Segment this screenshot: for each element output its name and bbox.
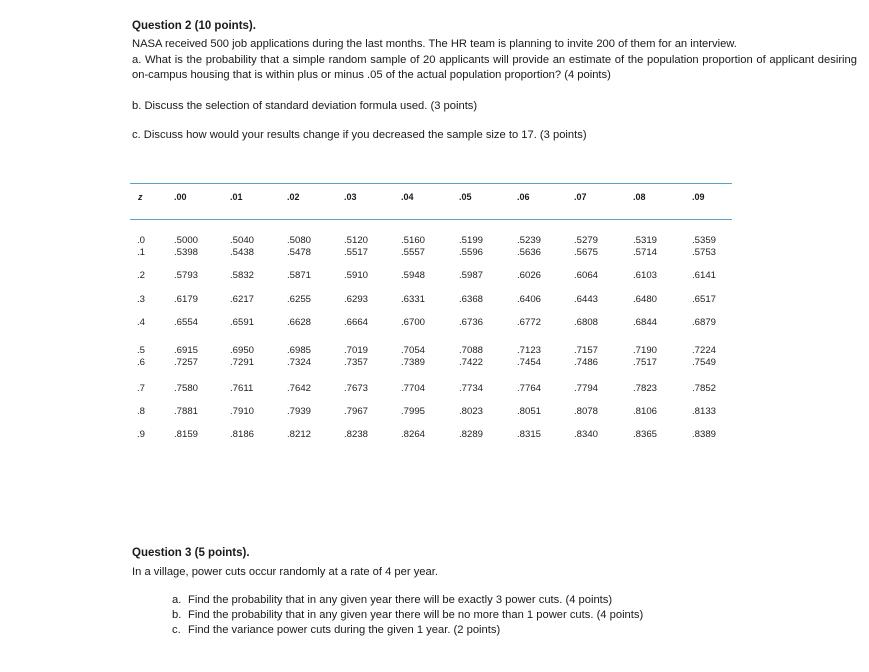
item-label: c. (172, 624, 181, 636)
item-text: Find the probability that in any given year there will be no more than 1 power cuts. (4 points) (188, 609, 644, 621)
table-cell: .6103 (633, 270, 658, 281)
table-cell: .6591 (230, 317, 255, 328)
table-cell: .7324 (287, 357, 312, 368)
table-cell: .7939 (287, 406, 312, 417)
table-cell: .6808 (574, 317, 599, 328)
table-cell: .6368 (459, 294, 484, 305)
table-cell: .7224 (692, 345, 717, 356)
table-cell: .7995 (401, 406, 426, 417)
table-cell: .8212 (287, 429, 312, 440)
table-cell: .6141 (692, 270, 717, 281)
table-cell: .6915 (174, 345, 199, 356)
column-header: .03 (344, 192, 357, 202)
table-cell: .7454 (517, 357, 542, 368)
table-cell: .8023 (459, 406, 484, 417)
column-header: .05 (459, 192, 472, 202)
table-cell: .6950 (230, 345, 255, 356)
question-2-title: Question 2 (10 points). (132, 20, 256, 32)
table-cell: .6554 (174, 317, 199, 328)
table-cell: .6517 (692, 294, 717, 305)
table-cell: .7764 (517, 383, 542, 394)
question-3-item (172, 593, 643, 608)
table-cell: .5675 (574, 247, 599, 258)
table-cell: .5319 (633, 235, 658, 246)
z-row-label: .5 (137, 345, 146, 356)
table-cell: .5871 (287, 270, 312, 281)
column-header: .09 (692, 192, 705, 202)
table-cell: .8133 (692, 406, 717, 417)
table-cell: .7611 (230, 383, 254, 394)
table-cell: .5398 (174, 247, 199, 258)
table-cell: .5478 (287, 247, 312, 258)
table-cell: .8315 (517, 429, 542, 440)
table-cell: .7357 (344, 357, 369, 368)
table-cell: .6331 (401, 294, 426, 305)
table-cell: .8264 (401, 429, 426, 440)
table-cell: .6480 (633, 294, 658, 305)
table-cell: .6844 (633, 317, 658, 328)
table-cell: .7704 (401, 383, 426, 394)
table-cell: .5714 (633, 247, 658, 258)
table-cell: .5120 (344, 235, 369, 246)
table-cell: .7910 (230, 406, 255, 417)
question-3-item (172, 608, 643, 623)
question-3-title: Question 3 (5 points). (132, 547, 250, 559)
item-label: b. (172, 609, 182, 621)
question-2-part-a: a. What is the probability that a simple random sample of 20 applicants will provide an estimate of the population proportion of applicant desiring on-campus housing that is within plus or minus .05 of the actual population proportion? (4 points) (132, 54, 857, 81)
z-row-label: .7 (137, 383, 146, 394)
table-cell: .6700 (401, 317, 426, 328)
question-2-part-c: c. Discuss how would your results change if you decreased the sample size to 17. (3 points) (132, 129, 587, 141)
table-cell: .7549 (692, 357, 717, 368)
table-cell: .5000 (174, 235, 199, 246)
table-header-rule (130, 219, 732, 220)
question-2-intro: NASA received 500 job applications during the last months. The HR team is planning to invite 200 of them for an interview. (132, 38, 737, 50)
question-3-item (172, 623, 643, 638)
table-cell: .7389 (401, 357, 426, 368)
table-cell: .7190 (633, 345, 658, 356)
table-top-rule (130, 183, 732, 184)
table-cell: .7967 (344, 406, 369, 417)
table-cell: .5910 (344, 270, 369, 281)
table-cell: .5753 (692, 247, 717, 258)
table-cell: .7794 (574, 383, 599, 394)
table-cell: .5832 (230, 270, 255, 281)
question-2-part-b: b. Discuss the selection of standard deviation formula used. (3 points) (132, 100, 478, 112)
table-cell: .8159 (174, 429, 199, 440)
table-cell: .5160 (401, 235, 426, 246)
z-row-label: .3 (137, 294, 146, 305)
table-cell: .8106 (633, 406, 658, 417)
question-3-intro: In a village, power cuts occur randomly at a rate of 4 per year. (132, 566, 438, 578)
table-cell: .8186 (230, 429, 255, 440)
table-cell: .8238 (344, 429, 369, 440)
table-cell: .8078 (574, 406, 599, 417)
table-cell: .5636 (517, 247, 542, 258)
table-cell: .7517 (633, 357, 658, 368)
table-cell: .5517 (344, 247, 369, 258)
table-cell: .5199 (459, 235, 484, 246)
column-header: .06 (517, 192, 530, 202)
table-cell: .8289 (459, 429, 484, 440)
table-cell: .7673 (344, 383, 369, 394)
table-cell: .7642 (287, 383, 312, 394)
table-cell: .6179 (174, 294, 199, 305)
table-cell: .6628 (287, 317, 312, 328)
table-cell: .7422 (459, 357, 484, 368)
item-text: Find the probability that in any given year there will be exactly 3 power cuts. (4 points) (188, 594, 613, 606)
column-header: .08 (633, 192, 646, 202)
table-cell: .7580 (174, 383, 199, 394)
column-header: .07 (574, 192, 587, 202)
table-cell: .8340 (574, 429, 599, 440)
table-cell: .6026 (517, 270, 542, 281)
table-cell: .6736 (459, 317, 484, 328)
table-cell: .7823 (633, 383, 658, 394)
table-cell: .6443 (574, 294, 599, 305)
column-header: .00 (174, 192, 187, 202)
table-cell: .5557 (401, 247, 426, 258)
table-cell: .6664 (344, 317, 369, 328)
z-row-label: .9 (137, 429, 146, 440)
item-text: Find the variance power cuts during the given 1 year. (2 points) (188, 624, 501, 636)
table-cell: .5793 (174, 270, 199, 281)
z-column-header: z (138, 192, 143, 202)
table-cell: .7257 (174, 357, 199, 368)
table-cell: .7734 (459, 383, 484, 394)
z-row-label: .1 (137, 247, 146, 258)
table-cell: .5040 (230, 235, 255, 246)
item-label: a. (172, 594, 182, 606)
table-cell: .5239 (517, 235, 542, 246)
table-cell: .5987 (459, 270, 484, 281)
table-cell: .6064 (574, 270, 599, 281)
table-cell: .7852 (692, 383, 717, 394)
table-cell: .6406 (517, 294, 542, 305)
table-cell: .8389 (692, 429, 717, 440)
table-cell: .5948 (401, 270, 426, 281)
table-cell: .6879 (692, 317, 717, 328)
table-cell: .7291 (230, 357, 255, 368)
column-header: .01 (230, 192, 243, 202)
z-row-label: .2 (137, 270, 146, 281)
table-cell: .7088 (459, 345, 484, 356)
table-cell: .8365 (633, 429, 658, 440)
table-cell: .6217 (230, 294, 255, 305)
table-cell: .6772 (517, 317, 542, 328)
table-cell: .5438 (230, 247, 255, 258)
z-row-label: .6 (137, 357, 146, 368)
column-header: .02 (287, 192, 300, 202)
table-cell: .7881 (174, 406, 199, 417)
table-cell: .5080 (287, 235, 312, 246)
z-row-label: .8 (137, 406, 146, 417)
table-cell: .7054 (401, 345, 426, 356)
table-cell: .6255 (287, 294, 312, 305)
table-cell: .7019 (344, 345, 369, 356)
question-3-list (172, 593, 643, 638)
column-header: .04 (401, 192, 414, 202)
table-cell: .6985 (287, 345, 312, 356)
table-cell: .7157 (574, 345, 599, 356)
z-row-label: .4 (137, 317, 146, 328)
table-cell: .5596 (459, 247, 484, 258)
table-cell: .5279 (574, 235, 599, 246)
table-cell: .5359 (692, 235, 717, 246)
z-row-label: .0 (137, 235, 146, 246)
table-cell: .7486 (574, 357, 599, 368)
table-cell: .8051 (517, 406, 542, 417)
table-cell: .6293 (344, 294, 369, 305)
table-cell: .7123 (517, 345, 542, 356)
